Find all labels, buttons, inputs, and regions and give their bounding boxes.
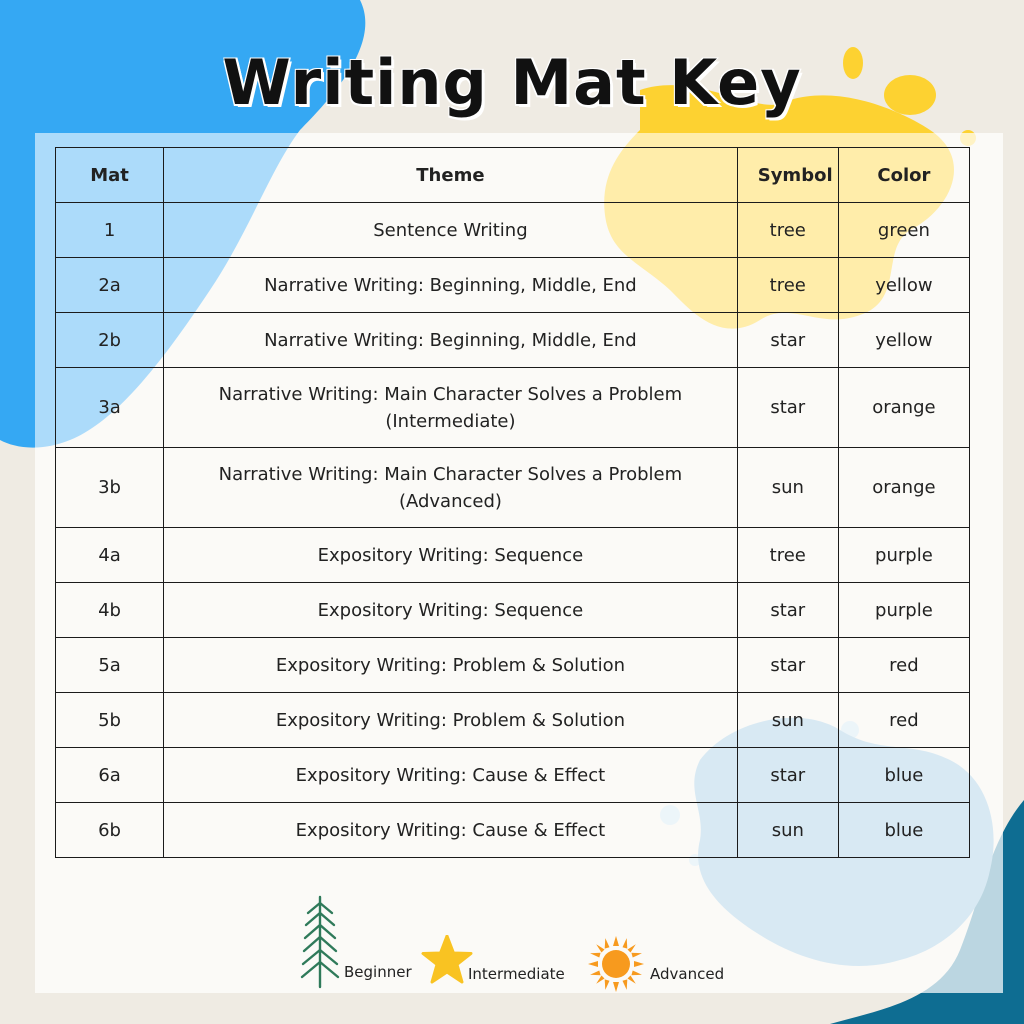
cell-symbol: star <box>737 313 838 368</box>
cell-mat: 5b <box>56 693 164 748</box>
table-row <box>56 203 970 258</box>
cell-theme: Expository Writing: Cause & Effect <box>164 748 738 803</box>
cell-symbol: sun <box>737 803 838 858</box>
cell-mat: 4a <box>56 528 164 583</box>
cell-theme-line-2: (Advanced) <box>398 490 502 512</box>
cell-theme: Expository Writing: Sequence <box>164 528 738 583</box>
cell-color: red <box>838 638 969 693</box>
cell-symbol: star <box>737 368 838 448</box>
table-row <box>56 258 970 313</box>
cell-symbol: tree <box>737 528 838 583</box>
cell-mat: 6a <box>56 748 164 803</box>
cell-theme: Narrative Writing: Beginning, Middle, End <box>164 258 738 313</box>
cell-theme: Expository Writing: Sequence <box>164 583 738 638</box>
cell-theme-line-1: Narrative Writing: Main Character Solves a Problem <box>218 383 683 405</box>
cell-theme: Narrative Writing: Beginning, Middle, End <box>164 313 738 368</box>
symbol-legend <box>0 893 1024 993</box>
cell-mat: 6b <box>56 803 164 858</box>
cell-symbol: star <box>737 583 838 638</box>
table-row <box>56 693 970 748</box>
cell-color: orange <box>838 448 969 528</box>
cell-symbol: star <box>737 638 838 693</box>
cell-theme: Expository Writing: Problem & Solution <box>164 693 738 748</box>
cell-mat: 3a <box>56 368 164 448</box>
table-row <box>56 528 970 583</box>
writing-mat-table <box>55 147 970 858</box>
cell-mat: 3b <box>56 448 164 528</box>
cell-mat: 2b <box>56 313 164 368</box>
legend-label-intermediate: Intermediate <box>468 965 565 983</box>
header-color: Color <box>838 148 969 203</box>
legend-label-beginner: Beginner <box>344 963 412 981</box>
cell-color: purple <box>838 583 969 638</box>
cell-symbol: star <box>737 748 838 803</box>
table-row <box>56 803 970 858</box>
cell-color: blue <box>838 748 969 803</box>
cell-color: green <box>838 203 969 258</box>
table-row <box>56 638 970 693</box>
header-symbol: Symbol <box>737 148 838 203</box>
cell-theme <box>164 368 738 448</box>
cell-symbol: sun <box>737 693 838 748</box>
cell-theme: Sentence Writing <box>164 203 738 258</box>
cell-theme <box>164 448 738 528</box>
table-row <box>56 313 970 368</box>
page-title: Writing Mat Key <box>222 46 802 119</box>
cell-theme: Expository Writing: Cause & Effect <box>164 803 738 858</box>
table-row <box>56 748 970 803</box>
header-mat: Mat <box>56 148 164 203</box>
cell-theme: Expository Writing: Problem & Solution <box>164 638 738 693</box>
cell-color: yellow <box>838 258 969 313</box>
cell-mat: 4b <box>56 583 164 638</box>
cell-symbol: sun <box>737 448 838 528</box>
cell-mat: 5a <box>56 638 164 693</box>
cell-color: blue <box>838 803 969 858</box>
cell-color: yellow <box>838 313 969 368</box>
cell-mat: 2a <box>56 258 164 313</box>
cell-symbol: tree <box>737 258 838 313</box>
star-icon <box>421 935 473 985</box>
table-row <box>56 583 970 638</box>
header-theme: Theme <box>164 148 738 203</box>
table-row <box>56 448 970 528</box>
legend-label-advanced: Advanced <box>650 965 725 983</box>
sun-icon <box>587 935 645 993</box>
cell-color: purple <box>838 528 969 583</box>
cell-color: red <box>838 693 969 748</box>
cell-symbol: tree <box>737 203 838 258</box>
cell-theme-line-2: (Intermediate) <box>385 410 516 432</box>
table-header-row <box>56 148 970 203</box>
cell-mat: 1 <box>56 203 164 258</box>
cell-theme-line-1: Narrative Writing: Main Character Solves a Problem <box>218 463 683 485</box>
cell-color: orange <box>838 368 969 448</box>
table-row <box>56 368 970 448</box>
tree-icon <box>300 895 340 989</box>
